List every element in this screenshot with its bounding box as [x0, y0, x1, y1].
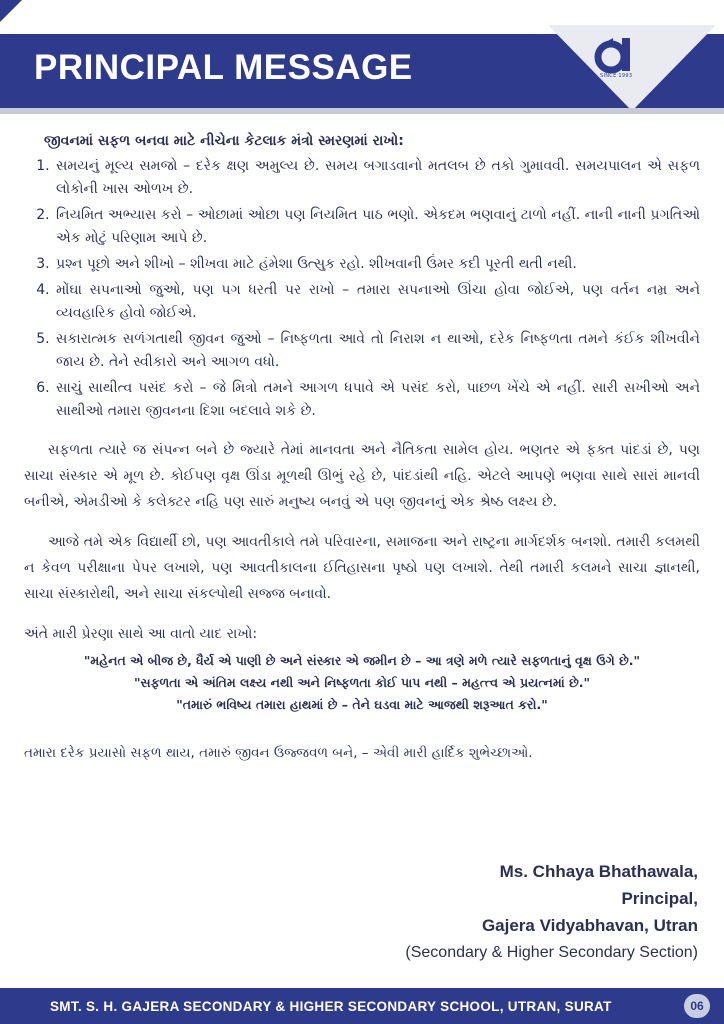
signature-name: Ms. Chhaya Bhathawala, — [499, 862, 698, 881]
mantra-intro: જીવનમાં સફળ બનવા માટે નીચેના કેટલાક મંત્રો સ્મરણમાં રાખો: — [44, 133, 404, 149]
signature-school: Gajera Vidyabhavan, Utran — [481, 916, 698, 935]
mantra-item: 2. નિયમિત અભ્યાસ કરો – ઓછામાં ઓછા પણ નિયમિત પાઠ ભણો. એકદમ ભણવાનું ટાળો નહીં. નાની નાની પ્રગતિઓ એક મોટું પરિણામ આપે છે. — [54, 204, 700, 250]
mantra-item: 4. મોંઘા સપનાઓ જુઓ, પણ પગ ધરતી પર રાખો – તમારા સપનાઓ ઊંચા હોવા જોઈએ, પણ વર્તન નમ્ર અને વ્યવહારિક હોવો જોઈએ. — [54, 279, 700, 325]
footer-school-name: SMT. S. H. GAJERA SECONDARY & HIGHER SECONDARY SCHOOL, UTRAN, SURAT — [50, 999, 612, 1014]
quote-item: "તમારું ભવિષ્ય તમારા હાથમાં છે – તેને ઘડવા માટે આજથી શરૂઆત કરો." — [176, 697, 548, 712]
corner-accent — [0, 0, 22, 22]
quote-list — [24, 650, 700, 716]
quote-item: "મહેનત એ બીજ છે, ધૈર્ય એ પાણી છે અને સંસ્કાર એ જમીન છે – આ ત્રણે મળે ત્યારે સફળતાનું વૃક્ષ ઉગે છે." — [83, 653, 641, 668]
page-title: PRINCIPAL MESSAGE — [34, 48, 413, 87]
mantra-item: 3. પ્રશ્ન પૂછો અને શીખો – શીખવા માટે હંમેશા ઉત્સુક રહો. શીખવાની ઉંમર કદી પૂરતી થતી નથી. — [54, 253, 700, 276]
mantra-item: 6. સાચું સાથીત્વ પસંદ કરો – જે મિત્રો તમને આગળ ધપાવે એ પસંદ કરો, પાછળ ખેંચે એ નહીં. સારી સખીઓ અને સાથીઓ તમારા જીવનના દિશા બદલાવે શકે છે. — [54, 377, 700, 423]
paragraph-future: આજે તમે એક વિદ્યાર્થી છો, પણ આવતીકાલે તમે પરિવારના, સમાજના અને રાષ્ટ્રના માર્ગદર્શક બનશો. તમારી કલમથી ન કેવળ પરીક્ષાના પેપર લખાશે, પણ આવતીકાલના ઈતિહાસના પૃષ્ઠો પણ લખાશે. તેથી તમારી કલમને સાચા જ્ઞાનથી, સાચા સંસ્કારોથી, અને સાચા સંકલ્પોથી સજ્જ બનાવો. — [24, 534, 700, 602]
mantra-item: 1. સમયનું મૂલ્ય સમજો – દરેક ક્ષણ અમુલ્ય છે. સમય બગાડવાનો મતલબ છે તકો ગુમાવવી. સમયપાલન એ સફળ લોકોની ખાસ ઓળખ છે. — [54, 155, 700, 201]
logo-since-text: SINCE 1993 — [600, 73, 633, 79]
closing-intro: અંતે મારી પ્રેરણા સાથે આ વાતો યાદ રાખો: — [24, 626, 258, 642]
message-body — [24, 130, 700, 765]
signature-role: Principal, — [621, 889, 698, 908]
page-number: 06 — [684, 994, 710, 1018]
paragraph-values: સફળતા ત્યારે જ સંપન્ન બને છે જ્યારે તેમાં માનવતા અને નૈતિકતા સામેલ હોય. ભણતર એ ફક્ત પાંદડાં છે, પણ સાચા સંસ્કાર એ મૂળ છે. કોઈપણ વૃક્ષ ઊંડા મૂળથી ઊભું રહે છે, પાંદડાંથી નહિ. એટલે આપણે ભણવા સાથે સારાં માનવી બનીએ, એમડીઓ કે કલેક્ટર નહિ પણ સારું મનુષ્ય બનવું એ પણ જીવનનું એક શ્રેષ્ઠ લક્ષ્ય છે. — [24, 442, 700, 510]
wishes-line: તમારા દરેક પ્રયાસો સફળ થાય, તમારું જીવન ઉજ્જવળ બને, – એવી મારી હાર્દિક શુભેચ્છાઓ. — [24, 745, 533, 761]
banner-shadow — [0, 108, 724, 114]
mantra-list — [24, 155, 700, 423]
mantra-item: 5. સકારાત્મક સળંગતાથી જીવન જુઓ – નિષ્ફળતા આવે તો નિરાશ ન થાઓ, દરેક નિષ્ફળતા તમને કંઈક શીખવીને જાય છે. તેને સ્વીકારો અને આગળ વધો. — [54, 328, 700, 374]
signature-block — [405, 858, 698, 966]
quote-item: "સફળતા એ અંતિમ લક્ષ્ય નથી અને નિષ્ફળતા કોઈ પાપ નથી – મહત્ત્વ એ પ્રયત્નમાં છે." — [133, 675, 591, 690]
signature-section: (Secondary & Higher Secondary Section) — [405, 944, 698, 961]
